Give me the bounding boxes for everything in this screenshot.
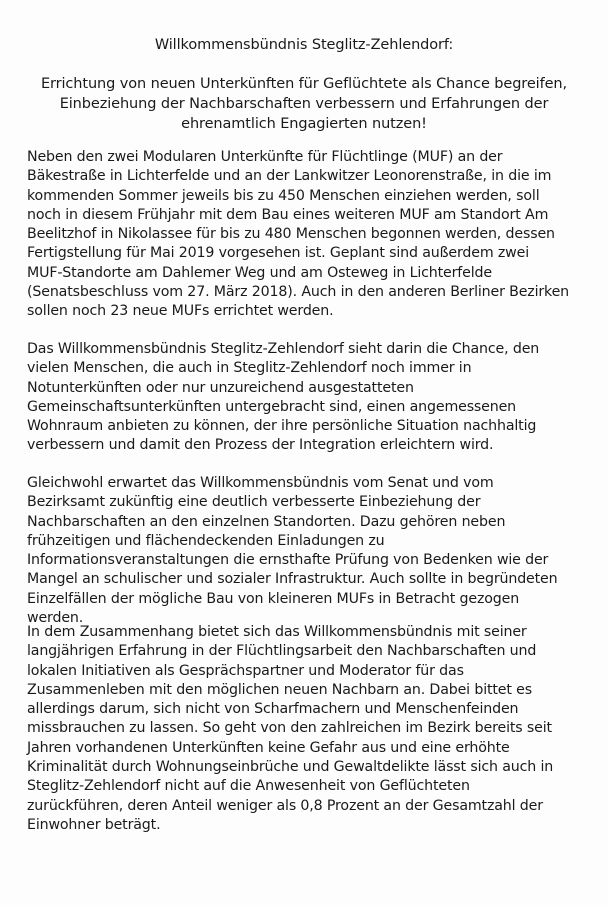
text-line: Steglitz-Zehlendorf nicht auf die Anwesenheit von Geflüchteten: [27, 778, 470, 795]
text-line: (Senatsbeschluss vom 27. März 2018). Auch in den anderen Berliner Bezirken: [27, 284, 570, 301]
text-line: Das Willkommensbündnis Steglitz-Zehlendorf sieht darin die Chance, den: [27, 341, 540, 357]
text-line: Mangel an schulischer und sozialer Infrastruktur. Auch sollte in begründeten: [27, 571, 558, 588]
document-subtitle: [0, 74, 608, 134]
text-line: Bezirksamt zukünftig eine deutlich verbesserte Einbeziehung der: [27, 494, 481, 511]
text-line: Jahren vorhandenen Unterkünften keine Gefahr aus und eine erhöhte: [27, 739, 510, 756]
paragraph-muf-locations: [27, 148, 597, 322]
text-line: langjährigen Erfahrung in der Flüchtlingsarbeit den Nachbarschaften und: [27, 643, 537, 660]
paragraph-expectations: [27, 474, 597, 628]
subtitle-line: Errichtung von neuen Unterkünften für Geflüchtete als Chance begreifen,: [40, 76, 568, 92]
text-line: verbessern und damit den Prozess der Integration erleichtern wird.: [27, 437, 494, 454]
text-line: Nachbarschaften an den einzelnen Standorten. Dazu gehören neben: [27, 513, 506, 530]
text-line: lokalen Initiativen als Gesprächspartner und Moderator für das: [27, 662, 464, 679]
text-line: Informationsveranstaltungen die ernsthafte Prüfung von Bedenken wie der: [27, 552, 549, 569]
text-line: Neben den zwei Modularen Unterkünfte für Flüchtlinge (MUF) an der: [27, 149, 503, 165]
text-line: missbrauchen zu lassen. So geht von den zahlreichen im Bezirk bereits seit: [27, 720, 552, 737]
text-line: zurückführen, deren Anteil weniger als 0,8 Prozent an der Gesamtzahl der: [27, 797, 543, 814]
text-line: kommenden Sommer jeweils bis zu 450 Menschen einziehen werden, soll: [27, 187, 540, 204]
text-line: Wohnraum anbieten zu können, der ihre persönliche Situation nachhaltig: [27, 418, 537, 435]
text-line: werden.: [27, 610, 84, 627]
text-line: Kriminalität durch Wohnungseinbrüche und Gewaltdelikte lässt sich auch in: [27, 759, 554, 776]
text-line: Beelitzhof in Nikolassee für bis zu 480 Menschen begonnen werden, dessen: [27, 226, 555, 243]
text-line: MUF-Standorte am Dahlemer Weg und am Osteweg in Lichterfelde: [27, 264, 492, 281]
text-line: allerdings darum, sich nicht von Scharfmachern und Menschenfeinden: [27, 701, 519, 718]
text-line: frühzeitigen und flächendeckenden Einladungen zu: [27, 532, 385, 549]
text-line: Notunterkünften oder nur unzureichend ausgestatteten: [27, 379, 414, 396]
text-line: Zusammenleben mit den möglichen neuen Nachbarn an. Dabei bittet es: [27, 681, 532, 698]
paragraph-chance: [27, 340, 597, 456]
text-line: Einwohner beträgt.: [27, 816, 161, 833]
text-line: Einzelfällen der mögliche Bau von kleineren MUFs in Betracht gezogen: [27, 590, 520, 607]
paragraph-offer: [27, 623, 597, 835]
text-line: Fertigstellung für Mai 2019 vorgesehen ist. Geplant sind außerdem zwei: [27, 245, 529, 262]
text-line: Gleichwohl erwartet das Willkommensbündnis vom Senat und vom: [27, 475, 494, 491]
subtitle-line: Einbeziehung der Nachbarschaften verbessern und Erfahrungen der: [59, 96, 549, 112]
text-line: sollen noch 23 neue MUFs errichtet werden.: [27, 303, 334, 320]
text-line: In dem Zusammenhang bietet sich das Willkommensbündnis mit seiner: [27, 624, 527, 640]
text-line: noch in diesem Frühjahr mit dem Bau eines weiteren MUF am Standort Am: [27, 206, 549, 223]
text-line: Gemeinschaftsunterkünften untergebracht sind, einen angemessenen: [27, 398, 517, 415]
document-title: Willkommensbündnis Steglitz-Zehlendorf:: [154, 37, 454, 53]
text-line: Bäkestraße in Lichterfelde und an der Lankwitzer Leonorenstraße, in die im: [27, 168, 552, 185]
subtitle-line: ehrenamtlich Engagierten nutzen!: [181, 116, 427, 132]
text-line: vielen Menschen, die auch in Steglitz-Zehlendorf noch immer in: [27, 360, 472, 377]
